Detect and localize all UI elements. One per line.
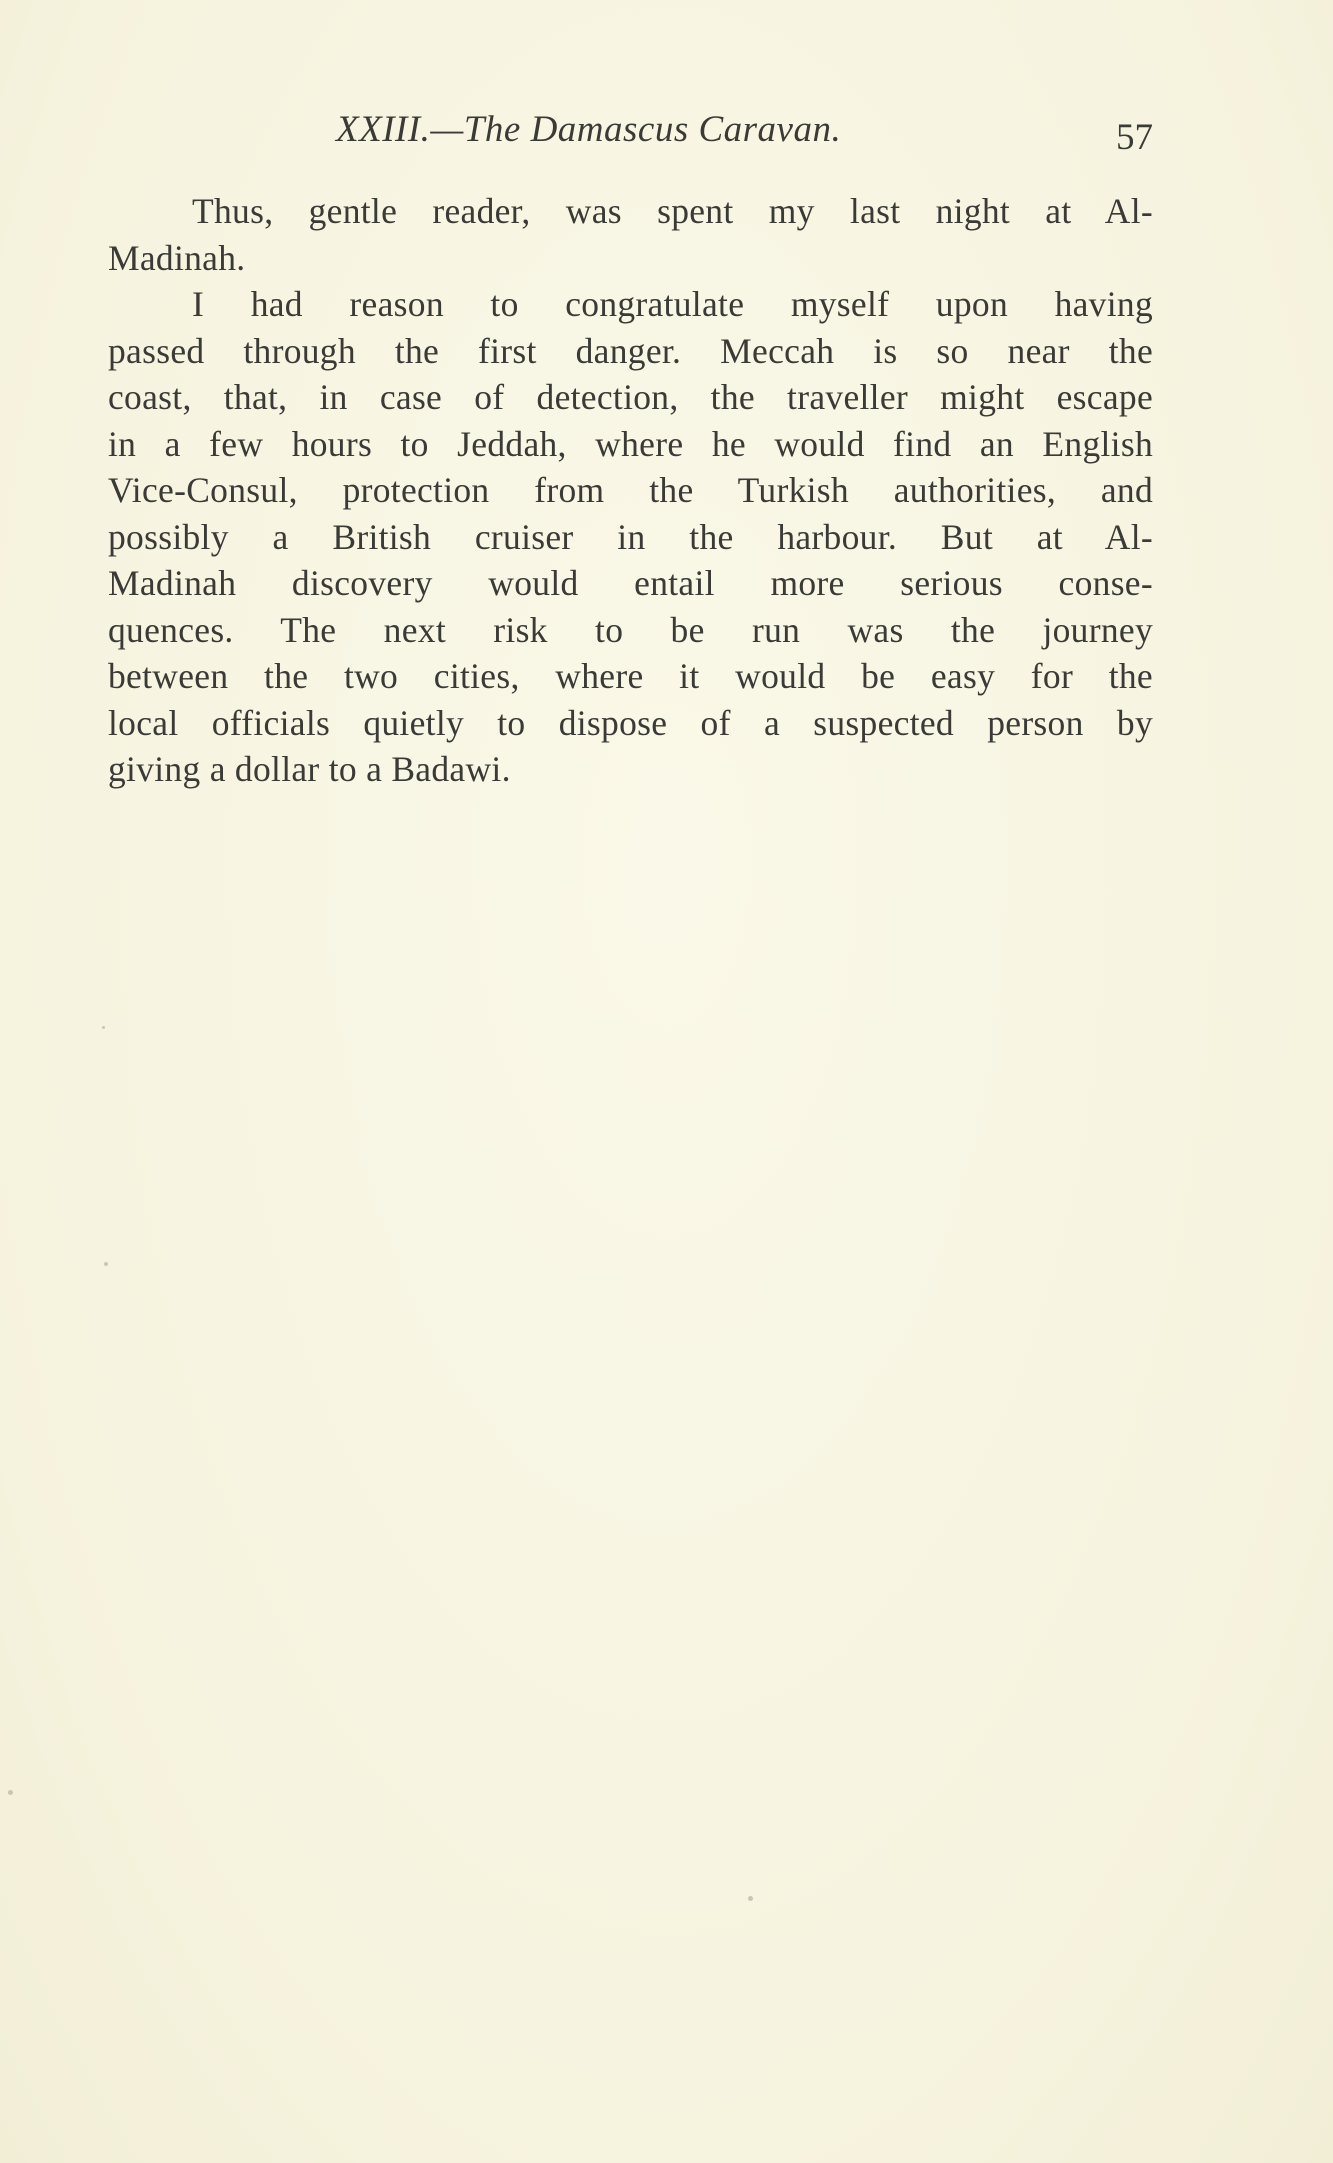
text-line: giving a dollar to a Badawi. xyxy=(108,749,511,789)
text-line: coast, that, in case of detection, the traveller might escape xyxy=(108,377,1153,417)
paragraph-1 xyxy=(108,188,1153,281)
paper-speck xyxy=(8,1790,13,1795)
text-line: quences. The next risk to be run was the journey xyxy=(108,609,1153,650)
text-line: in a few hours to Jeddah, where he would find an English xyxy=(108,423,1153,464)
text-line: between the two cities, where it would be easy for the xyxy=(108,656,1153,696)
running-head xyxy=(108,108,1153,164)
paper-speck xyxy=(102,1026,105,1029)
paragraph-2 xyxy=(108,281,1153,793)
paper-speck xyxy=(748,1896,753,1901)
text-line: passed through the first danger. Meccah is so near the xyxy=(108,330,1153,371)
text-line: local officials quietly to dispose of a suspected person by xyxy=(108,702,1153,743)
body-text xyxy=(108,188,1153,793)
text-line: I had reason to congratulate myself upon having xyxy=(192,284,1153,324)
running-title: XXIII.—The Damascus Caravan. xyxy=(336,109,842,150)
text-line: Thus, gentle reader, was spent my last night at Al- xyxy=(192,191,1153,231)
text-line: Madinah. xyxy=(108,237,246,278)
page-number: 57 xyxy=(1116,117,1153,158)
text-line: Madinah discovery would entail more serious conse- xyxy=(108,563,1153,603)
text-line: possibly a British cruiser in the harbour. But at Al- xyxy=(108,516,1153,557)
paper-speck xyxy=(104,1262,108,1266)
text-line: Vice-Consul, protection from the Turkish authorities, and xyxy=(108,470,1153,510)
